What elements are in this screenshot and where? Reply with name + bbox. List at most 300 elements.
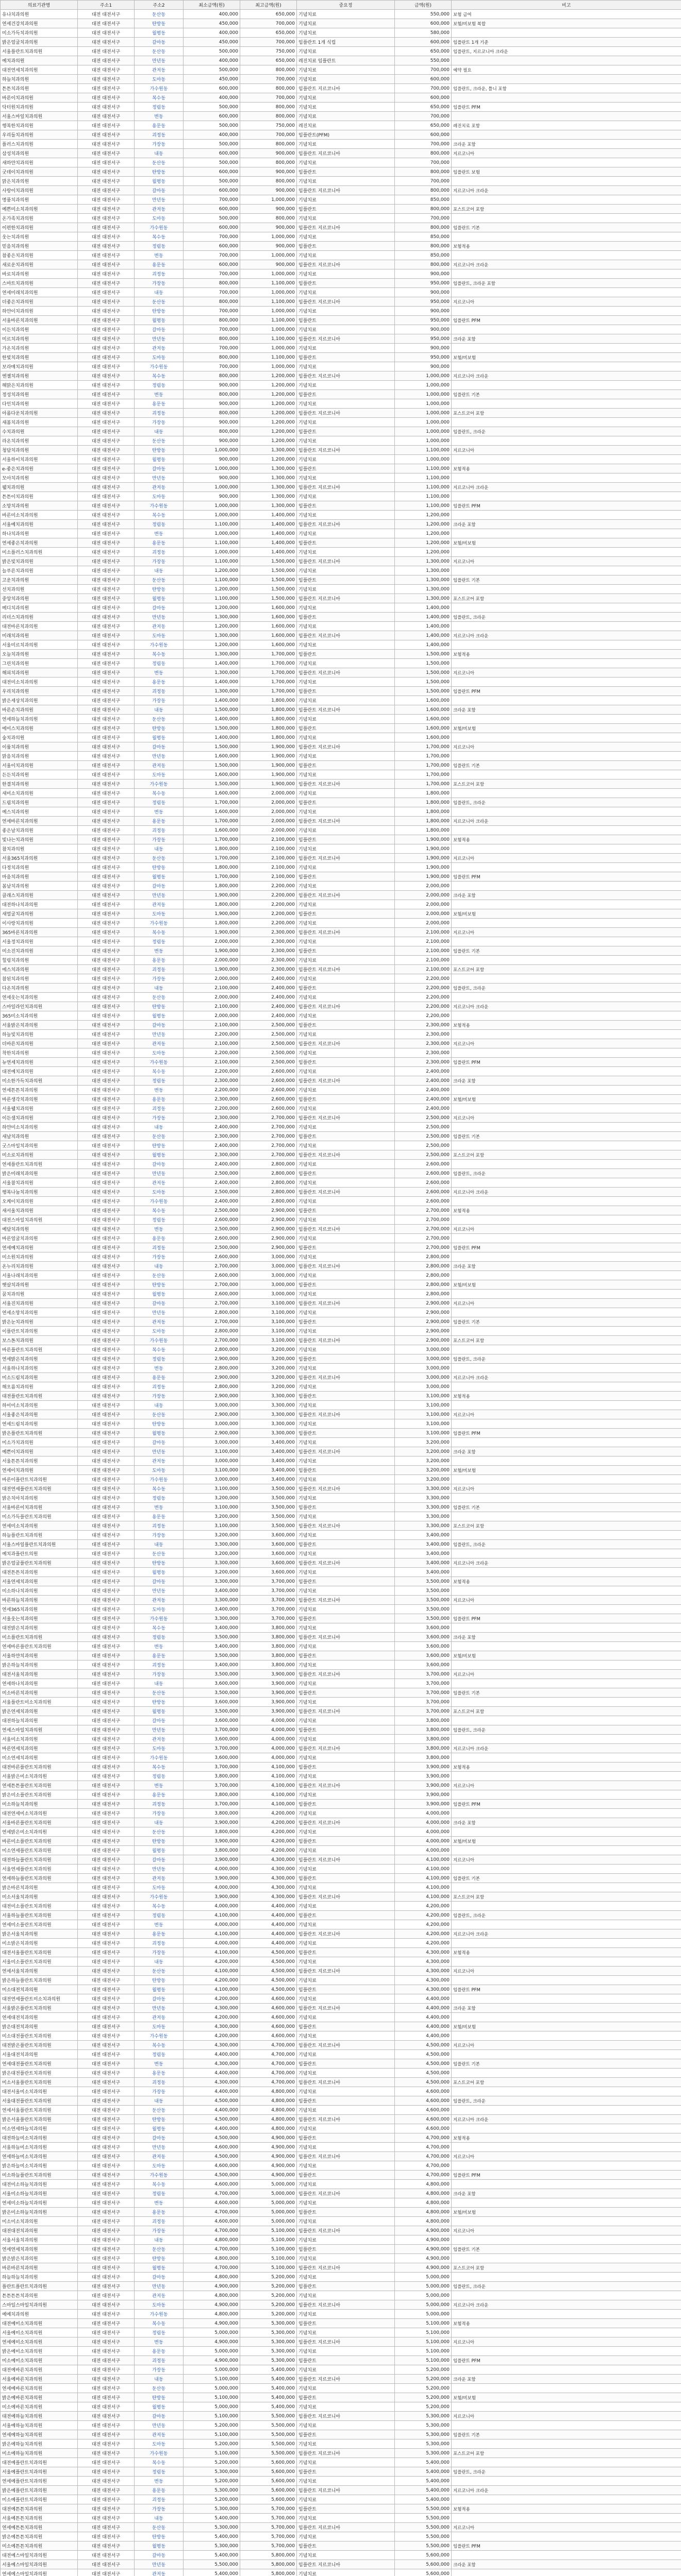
col-max-price-cell: 4,100,000 [240,1800,297,1809]
col-clinic-name-cell: 웰치과의원 [1,483,78,492]
col-price-cell: 2,700,000 [395,1215,452,1225]
table-row [1,548,681,557]
col-min-price-cell: 4,600,000 [184,2161,240,2171]
col-max-price-cell: 800,000 [240,112,297,121]
col-clinic-name-cell: 서울예치과의원 [1,520,78,529]
col-treatment-cell: 임플란트 지르코니아 [297,742,395,752]
col-treatment-cell: 임플란트 [297,242,395,251]
col-price-cell: 1,200,000 [395,538,452,548]
col-max-price-cell: 3,600,000 [240,1549,297,1558]
col-max-price-cell: 1,000,000 [240,195,297,205]
col-min-price-cell: 800,000 [184,316,240,325]
col-min-price-cell: 600,000 [184,167,240,177]
col-note-cell: 지르코니아 [452,297,681,307]
col-address1-cell: 대전 대전서구 [78,2004,135,2013]
col-clinic-name-cell: 서울참치과의원 [1,1178,78,1188]
col-price-cell: 5,100,000 [395,2328,452,2337]
col-treatment-cell: 기념치료 [297,1753,395,1762]
col-note-cell: 임플란트 PFM [452,2171,681,2180]
col-max-price-cell: 3,700,000 [240,1577,297,1586]
col-address1-cell: 대전 대전서구 [78,1317,135,1327]
col-clinic-name-cell: 대전하늘치과의원 [1,1716,78,1725]
table-row [1,2569,681,2576]
col-address2-cell: 괴정동 [135,1382,184,1392]
col-max-price-cell: 1,400,000 [240,511,297,520]
col-treatment-cell: 임플란트 지르코니아 [297,260,395,269]
col-note-cell: 지르코니아 [452,854,681,863]
col-address1-cell: 대전 대전서구 [78,1169,135,1178]
col-note-cell: 지르코니아 [452,1670,681,1679]
col-clinic-name-cell: 미소원치과의원 [1,1252,78,1262]
col-address1-cell: 대전 대전서구 [78,956,135,965]
col-treatment-cell: 임플란트 [297,1688,395,1698]
col-treatment-cell: 기념치료 [297,900,395,909]
col-address2-cell: 둔산동 [135,1688,184,1698]
table-row [1,2514,681,2523]
col-clinic-name-cell: 밝은예튼튼치과의원 [1,2532,78,2541]
col-max-price-cell: 1,200,000 [240,418,297,427]
table-row [1,1364,681,1373]
col-min-price-cell: 4,000,000 [184,1865,240,1874]
table-row [1,1531,681,1540]
col-address1-cell: 대전 대전서구 [78,1475,135,1484]
table-row [1,1902,681,1911]
table-row [1,1790,681,1800]
col-treatment-cell: 기념치료 [297,844,395,854]
col-clinic-name-cell: 밝은예미소치과의원 [1,2347,78,2356]
table-row [1,2115,681,2124]
col-treatment-cell: 기념치료 [297,1605,395,1614]
col-note-cell [452,158,681,167]
col-min-price-cell: 1,900,000 [184,891,240,900]
col-address2-cell: 변동 [135,1920,184,1929]
col-price-cell: 3,200,000 [395,1475,452,1484]
col-price-cell: 1,400,000 [395,613,452,622]
col-treatment-cell: 기념치료 [297,566,395,575]
col-address2-cell: 변동 [135,2059,184,2069]
col-address2-cell: 정림동 [135,2328,184,2337]
col-clinic-name-cell: 밝은연세치과의원 [1,1707,78,1716]
col-price-cell: 2,100,000 [395,928,452,937]
col-clinic-name-cell: 밝은대전플란트치과의원 [1,2069,78,2078]
col-max-price-cell: 3,200,000 [240,1364,297,1373]
col-min-price-cell: 2,800,000 [184,1345,240,1354]
col-note-cell [452,2569,681,2576]
col-max-price-cell: 1,700,000 [240,650,297,659]
col-min-price-cell: 4,400,000 [184,2069,240,2078]
col-note-cell [452,1976,681,1985]
table-row [1,1911,681,1920]
col-clinic-name-cell: 대전서울치과의원 [1,1670,78,1679]
col-note-cell [452,511,681,520]
col-address1-cell: 대전 대전서구 [78,1299,135,1308]
col-note-cell: 임플란트 PFM [452,1800,681,1809]
col-note-cell [452,1234,681,1243]
table-row [1,1809,681,1818]
table-row [1,158,681,167]
col-price-cell: 5,100,000 [395,2319,452,2328]
col-treatment-cell: 임플란트 [297,427,395,436]
table-row [1,399,681,409]
col-clinic-name-cell: 스마트치과의원 [1,279,78,288]
col-address1-cell: 대전 대전서구 [78,1392,135,1401]
col-min-price-cell: 3,500,000 [184,1651,240,1660]
col-price-cell: 5,200,000 [395,2384,452,2393]
col-note-cell [452,1290,681,1299]
col-clinic-name-cell: 연세서울치과의원 [1,1967,78,1976]
col-min-price-cell: 2,700,000 [184,1336,240,1345]
col-note-cell: 지르코니아 크라운 [452,260,681,269]
col-clinic-name-cell: 선치과의원 [1,585,78,594]
table-row [1,473,681,483]
col-note-cell [452,826,681,835]
col-treatment-cell: 임플란트 [297,1985,395,1994]
col-min-price-cell: 2,500,000 [184,1188,240,1197]
col-min-price-cell: 1,600,000 [184,826,240,835]
col-address2-cell: 관저동 [135,65,184,75]
col-max-price-cell: 1,800,000 [240,696,297,705]
col-address2-cell: 정림동 [135,2467,184,2477]
col-clinic-name-cell: 늘푸른치과의원 [1,566,78,575]
col-treatment-cell: 기념치료 [297,2069,395,2078]
col-address2-cell: 가장동 [135,1948,184,1957]
col-address1-cell: 대전 대전서구 [78,2013,135,2022]
col-max-price-cell: 4,600,000 [240,2004,297,2013]
table-row [1,1447,681,1456]
col-min-price-cell: 2,900,000 [184,1354,240,1364]
col-max-price-cell: 3,200,000 [240,1345,297,1354]
col-note-cell [452,269,681,279]
col-treatment-cell: 임플란트 지르코니아 [297,1558,395,1568]
col-treatment-cell: 임플란트 [297,1058,395,1067]
col-min-price-cell: 4,800,000 [184,2310,240,2319]
col-price-cell: 5,100,000 [395,2337,452,2347]
col-address1-cell: 대전 대전서구 [78,807,135,817]
col-address2-cell: 월평동 [135,1290,184,1299]
col-max-price-cell: 4,400,000 [240,1902,297,1911]
table-row [1,232,681,242]
col-address2-cell: 변동 [135,2477,184,2486]
col-min-price-cell: 1,400,000 [184,733,240,742]
col-address1-cell: 대전 대전서구 [78,1382,135,1392]
col-max-price-cell: 4,600,000 [240,2022,297,2031]
col-clinic-name-cell: 연세예바른치과의원 [1,2384,78,2393]
col-price-cell: 5,300,000 [395,2439,452,2449]
col-address2-cell: 둔산동 [135,2245,184,2254]
col-max-price-cell: 1,300,000 [240,464,297,473]
table-row [1,1827,681,1837]
col-min-price-cell: 3,900,000 [184,1855,240,1865]
col-max-price-cell: 800,000 [240,214,297,223]
col-note-cell: 보험/비보험 [452,2022,681,2031]
col-price-cell: 2,800,000 [395,1290,452,1299]
col-address2-cell: 정림동 [135,1215,184,1225]
col-min-price-cell: 3,900,000 [184,1874,240,1883]
col-treatment-cell: 기념치료 [297,937,395,946]
col-min-price-cell: 1,900,000 [184,909,240,919]
col-note-cell: 지르코니아 크라운 [452,371,681,381]
table-row [1,2161,681,2171]
col-max-price-cell: 800,000 [240,177,297,186]
col-clinic-name-cell: 튼튼이치과의원 [1,492,78,501]
col-address1-cell: 대전 대전서구 [78,2337,135,2347]
table-row [1,1642,681,1651]
col-max-price-cell: 2,900,000 [240,1206,297,1215]
col-clinic-name-cell: 연세하늘치과의원 [1,715,78,724]
col-min-price-cell: 4,300,000 [184,2041,240,2050]
col-clinic-name-cell: 바른미소플란트치과의원 [1,1837,78,1846]
col-note-cell [452,1419,681,1429]
table-row [1,2486,681,2495]
col-max-price-cell: 4,400,000 [240,1920,297,1929]
col-max-price-cell: 2,300,000 [240,946,297,956]
col-price-cell: 1,600,000 [395,696,452,705]
col-address1-cell: 대전 대전서구 [78,1827,135,1837]
col-note-cell [452,1086,681,1095]
col-clinic-name-cell: 밝은미소플란트치과의원 [1,1790,78,1800]
col-clinic-name-cell: 바른이플란트치과의원 [1,1475,78,1484]
col-price-cell: 1,100,000 [395,473,452,483]
col-price-cell: 1,000,000 [395,436,452,446]
col-max-price-cell: 2,900,000 [240,1225,297,1234]
col-address1-cell: 대전 대전서구 [78,103,135,112]
col-clinic-name-cell: 스마일라인치과의원 [1,1002,78,1011]
col-max-price-cell: 5,800,000 [240,2569,297,2576]
col-min-price-cell: 1,500,000 [184,761,240,770]
col-max-price-cell: 1,600,000 [240,640,297,650]
col-address1-cell: 대전 대전서구 [78,1002,135,1011]
col-address1-cell: 대전 대전서구 [78,371,135,381]
col-min-price-cell: 3,200,000 [184,1494,240,1503]
col-address1-cell: 대전 대전서구 [78,2208,135,2217]
col-price-cell: 4,800,000 [395,2198,452,2208]
col-min-price-cell: 5,200,000 [184,2495,240,2504]
col-clinic-name-cell: 미소예플란트치과의원 [1,2495,78,2504]
col-treatment-cell: 임플란트 지르코니아 [297,409,395,418]
col-address1-cell: 대전 대전서구 [78,1429,135,1438]
col-price-cell: 4,200,000 [395,1929,452,1939]
col-address1-cell: 대전 대전서구 [78,2273,135,2282]
col-max-price-cell: 4,500,000 [240,1985,297,1994]
col-address1-cell: 대전 대전서구 [78,205,135,214]
table-row [1,1030,681,1039]
table-row [1,882,681,891]
col-note-cell: 임플란트 PFM [452,103,681,112]
col-min-price-cell: 4,200,000 [184,1976,240,1985]
col-min-price-cell: 600,000 [184,149,240,158]
col-treatment-cell: 기념치료 [297,2235,395,2245]
col-max-price-cell: 5,600,000 [240,2486,297,2495]
col-address2-cell: 만년동 [135,56,184,65]
col-price-cell: 4,800,000 [395,2180,452,2189]
col-price-cell: 3,900,000 [395,1762,452,1772]
col-address1-cell: 대전 대전서구 [78,1874,135,1883]
col-address2-cell: 가수원동 [135,1197,184,1206]
col-note-cell: 임플란트 PFM [452,872,681,882]
table-row [1,956,681,965]
col-price-cell: 850,000 [395,195,452,205]
col-note-cell: 지르코니아 [452,1410,681,1419]
col-clinic-name-cell: 서울하얀치과의원 [1,1651,78,1660]
col-note-cell [452,1494,681,1503]
col-note-cell: 크라운 포함 [452,1447,681,1456]
col-clinic-name-cell: 튼튼튼튼치과의원 [1,2291,78,2300]
col-treatment-cell: 임플란트 지르코니아 [297,2263,395,2273]
col-price-cell: 3,500,000 [395,1605,452,1614]
col-min-price-cell: 3,700,000 [184,1725,240,1735]
col-address2-cell: 탄방동 [135,446,184,455]
col-address1-cell: 대전 대전서구 [78,121,135,130]
col-price-cell: 700,000 [395,140,452,149]
col-min-price-cell: 2,200,000 [184,1086,240,1095]
col-address2-cell: 관저동 [135,900,184,909]
col-min-price-cell: 2,000,000 [184,993,240,1002]
col-address1-cell: 대전 대전서구 [78,2541,135,2551]
col-clinic-name-cell: 예예치과의원 [1,2310,78,2319]
col-min-price-cell: 1,600,000 [184,752,240,761]
col-price-cell: 3,500,000 [395,1596,452,1605]
col-treatment-cell: 임플란트 지르코니아 [297,1113,395,1123]
col-clinic-name-cell: 연세대전플란트치과의원 [1,2059,78,2069]
col-address1-cell: 대전 대전서구 [78,1466,135,1475]
col-note-cell: 크라운 포함 [452,891,681,900]
col-treatment-cell: 기념치료 [297,2198,395,2208]
header-col-min-price: 최소금액(원) [184,1,240,10]
col-treatment-cell: 기념치료 [297,1883,395,1892]
col-treatment-cell: 기념치료 [297,2365,395,2375]
col-max-price-cell: 2,500,000 [240,1021,297,1030]
col-clinic-name-cell: 밝은예바른치과의원 [1,2393,78,2402]
col-treatment-cell: 임플란트 [297,2059,395,2069]
table-row [1,149,681,158]
col-min-price-cell: 3,100,000 [184,1503,240,1512]
col-address2-cell: 갈마동 [135,2273,184,2282]
table-row [1,1976,681,1985]
col-treatment-cell: 임플란트 지르코니아 [297,854,395,863]
table-row [1,2430,681,2439]
col-max-price-cell: 2,100,000 [240,854,297,863]
col-address1-cell: 대전 대전서구 [78,752,135,761]
col-clinic-name-cell: 이룸치과의원 [1,742,78,752]
col-price-cell: 4,600,000 [395,2087,452,2096]
col-max-price-cell: 5,500,000 [240,2421,297,2430]
col-address2-cell: 월평동 [135,1846,184,1855]
col-note-cell: 지르코니아 [452,2337,681,2347]
col-note-cell [452,307,681,316]
col-treatment-cell: 기념치료 [297,195,395,205]
col-max-price-cell: 4,400,000 [240,1929,297,1939]
col-address1-cell: 대전 대전서구 [78,835,135,844]
col-note-cell: 포스트코어 포함 [452,1521,681,1531]
col-treatment-cell: 기념치료 [297,1327,395,1336]
col-address1-cell: 대전 대전서구 [78,798,135,807]
table-row [1,2124,681,2133]
col-clinic-name-cell: 한결치과의원 [1,779,78,789]
col-min-price-cell: 2,100,000 [184,1021,240,1030]
col-treatment-cell: 임플란트 [297,575,395,585]
table-row [1,1586,681,1596]
col-address2-cell: 관저동 [135,1735,184,1744]
col-treatment-cell: 기념치료 [297,2402,395,2412]
col-treatment-cell: 임플란트 지르코니아 [297,2486,395,2495]
col-price-cell: 5,000,000 [395,2310,452,2319]
col-max-price-cell: 2,700,000 [240,1132,297,1141]
col-min-price-cell: 1,500,000 [184,724,240,733]
col-note-cell [452,381,681,390]
col-price-cell: 1,500,000 [395,677,452,687]
col-clinic-name-cell: 웃는치과의원 [1,232,78,242]
col-price-cell: 3,000,000 [395,1382,452,1392]
col-address1-cell: 대전 대전서구 [78,668,135,677]
col-clinic-name-cell: 다온치과의원 [1,984,78,993]
col-note-cell [452,1549,681,1558]
table-row [1,752,681,761]
col-note-cell: 크라운 포함 [452,2560,681,2569]
col-treatment-cell: 임플란트 [297,1911,395,1920]
col-note-cell: 임플란트 PFM [452,1243,681,1252]
col-max-price-cell: 1,500,000 [240,575,297,585]
col-clinic-name-cell: 미소미소치과의원 [1,2217,78,2226]
col-clinic-name-cell: 미소한가득치과의원 [1,1076,78,1086]
header-col-address1: 주소1 [78,1,135,10]
table-row [1,668,681,677]
col-max-price-cell: 2,400,000 [240,984,297,993]
col-clinic-name-cell: 미소플러스치과의원 [1,548,78,557]
col-min-price-cell: 4,100,000 [184,1911,240,1920]
col-price-cell: 2,500,000 [395,1150,452,1160]
col-address1-cell: 대전 대전서구 [78,47,135,56]
col-min-price-cell: 2,500,000 [184,1225,240,1234]
col-address1-cell: 대전 대전서구 [78,2041,135,2050]
table-row [1,140,681,149]
col-address2-cell: 갈마동 [135,2133,184,2143]
col-address2-cell: 도마동 [135,1744,184,1753]
col-address2-cell: 복수동 [135,1484,184,1494]
col-treatment-cell: 임플란트 지르코니아 [297,446,395,455]
col-note-cell [452,789,681,798]
col-note-cell: 임플란트 기본 [452,1503,681,1512]
col-address1-cell: 대전 대전서구 [78,2375,135,2384]
col-min-price-cell: 1,700,000 [184,835,240,844]
table-row [1,1605,681,1614]
col-max-price-cell: 1,800,000 [240,715,297,724]
col-treatment-cell: 기념치료 [297,1865,395,1874]
col-price-cell: 4,300,000 [395,1957,452,1967]
col-treatment-cell: 기념치료 [297,288,395,297]
col-address2-cell: 관저동 [135,2013,184,2022]
col-clinic-name-cell: 새얼굴치과의원 [1,909,78,919]
col-treatment-cell: 기념치료 [297,214,395,223]
table-row [1,2235,681,2245]
col-treatment-cell: 기념치료 [297,232,395,242]
col-max-price-cell: 1,600,000 [240,613,297,622]
col-clinic-name-cell: 착한치과의원 [1,1048,78,1058]
col-address2-cell: 괴정동 [135,130,184,140]
table-row [1,38,681,47]
col-min-price-cell: 700,000 [184,288,240,297]
col-address2-cell: 괴정동 [135,1800,184,1809]
col-address1-cell: 대전 대전서구 [78,2161,135,2171]
col-note-cell [452,2273,681,2282]
col-max-price-cell: 1,500,000 [240,557,297,566]
col-note-cell: 임플란트, 크라운 [452,1725,681,1735]
col-note-cell [452,1104,681,1113]
table-row [1,19,681,28]
col-treatment-cell: 임플란트 지르코니아 [297,2560,395,2569]
col-min-price-cell: 3,000,000 [184,1419,240,1429]
col-note-cell: 보험/비보험 [452,1651,681,1660]
col-min-price-cell: 3,200,000 [184,1512,240,1521]
